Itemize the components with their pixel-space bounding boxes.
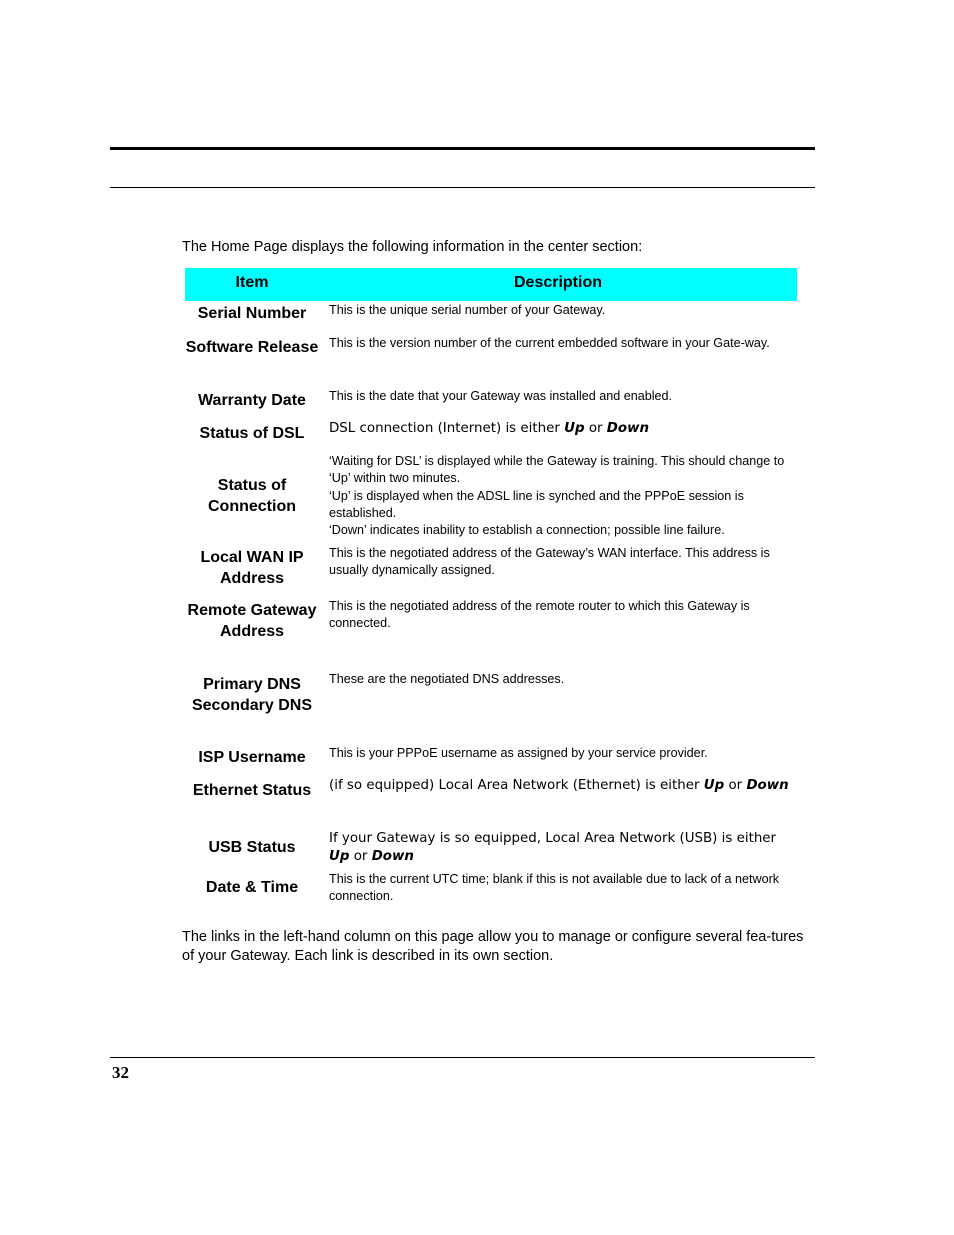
row-description-date-time: This is the current UTC time; blank if this is not available due to lack of a network connection.	[329, 872, 780, 904]
status-value-down: Down	[371, 849, 414, 864]
row-item-dns: Primary DNS Secondary DNS	[191, 676, 313, 714]
row-description-isp-username: This is your PPPoE username as assigned by your service provider.	[329, 746, 708, 760]
row-item-serial-number: Serial Number	[197, 305, 307, 322]
description-line: ‘Down’ indicates inability to establish a connection; possible line failure.	[329, 523, 725, 538]
description-text: If your Gateway is so equipped, Local Area Network (USB) is either	[329, 831, 777, 846]
row-item-status-of-connection: Status of Connection	[208, 477, 296, 515]
row-item-warranty-date: Warranty Date	[198, 392, 306, 409]
row-description-status-of-connection	[329, 453, 791, 539]
row-item-remote-gateway-address: Remote Gateway Address	[187, 602, 317, 640]
status-value-up: Up	[703, 778, 725, 793]
description-connector: or	[724, 778, 747, 793]
row-description-software-release: This is the version number of the current embedded software in your Gate-way.	[329, 336, 770, 350]
status-value-down: Down	[746, 778, 789, 793]
column-header-description: Description	[513, 274, 602, 291]
header-rule-thin	[110, 187, 815, 188]
row-item-local-wan-ip-address: Local WAN IP Address	[200, 549, 304, 587]
row-description-usb-status	[329, 830, 791, 866]
column-header-item: Item	[235, 274, 269, 291]
footer-rule	[110, 1057, 815, 1058]
description-line: ‘Waiting for DSL’ is displayed while the Gateway is training. This should change to ‘Up’ within two minutes.	[329, 454, 785, 486]
row-item-usb-status: USB Status	[208, 839, 296, 856]
row-item-status-of-dsl: Status of DSL	[199, 425, 305, 442]
status-value-up: Up	[564, 421, 585, 436]
row-item-software-release: Software Release	[185, 339, 319, 356]
row-description-ethernet-status	[329, 777, 791, 795]
header-rule-thick	[110, 147, 815, 150]
description-connector: or	[584, 421, 607, 436]
status-value-up: Up	[329, 849, 350, 864]
outro-paragraph: The links in the left-hand column on this page allow you to manage or configure several fea-tures of your Gateway. Each link is described in its own section.	[182, 929, 804, 964]
row-description-dns: These are the negotiated DNS addresses.	[329, 672, 565, 686]
row-description-local-wan-ip-address: This is the negotiated address of the Gateway’s WAN interface. This address is usually dynamically assigned.	[329, 546, 770, 578]
description-connector: or	[349, 849, 372, 864]
row-description-remote-gateway-address: This is the negotiated address of the remote router to which this Gateway is connected.	[329, 599, 750, 631]
row-item-ethernet-status: Ethernet Status	[192, 782, 312, 799]
table-header	[185, 268, 797, 301]
description-line: ‘Up’ is displayed when the ADSL line is synched and the PPPoE session is established.	[329, 488, 744, 520]
row-description-status-of-dsl	[329, 420, 791, 438]
page-number: 32	[112, 1063, 129, 1082]
row-description-serial-number: This is the unique serial number of your Gateway.	[329, 303, 606, 317]
row-description-warranty-date: This is the date that your Gateway was installed and enabled.	[329, 389, 673, 403]
status-value-down: Down	[606, 421, 649, 436]
description-text: (if so equipped) Local Area Network (Ethernet) is either	[329, 778, 704, 793]
row-item-isp-username: ISP Username	[198, 749, 306, 766]
intro-paragraph: The Home Page displays the following information in the center section:	[182, 239, 643, 255]
description-text: DSL connection (Internet) is either	[329, 421, 565, 436]
row-item-date-time: Date & Time	[205, 879, 299, 896]
